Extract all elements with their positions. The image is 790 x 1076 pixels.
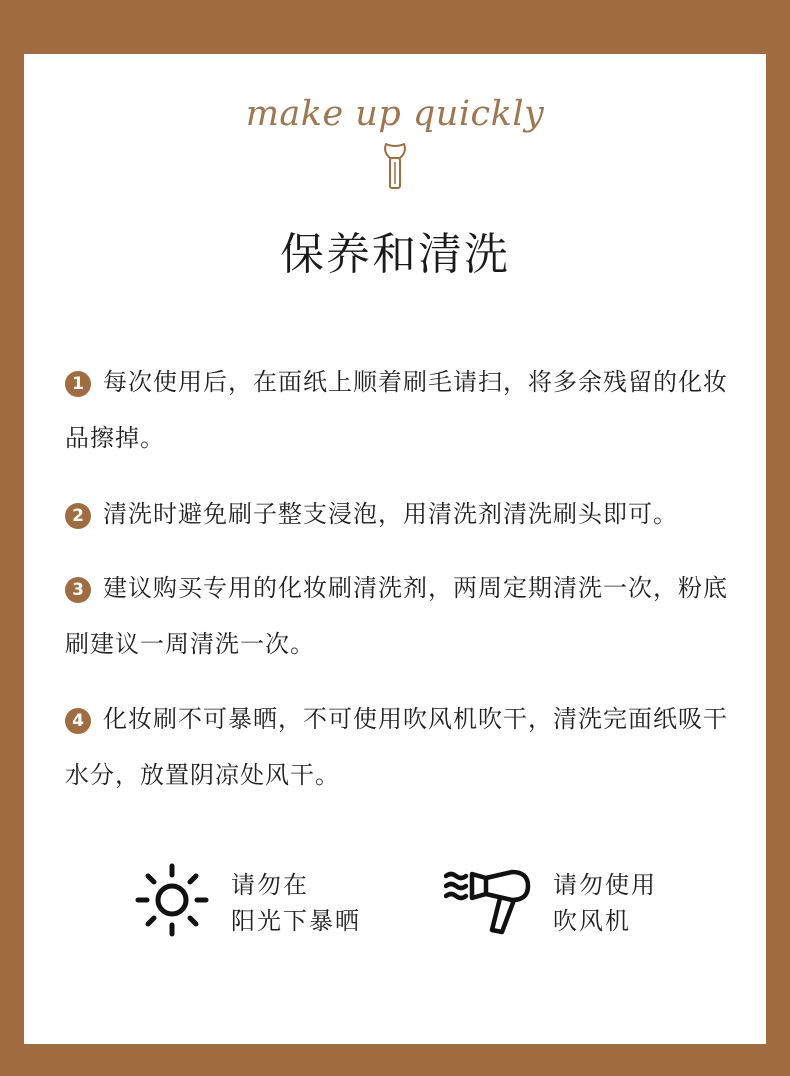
instruction-text: 建议购买专用的化妆刷清洗剂，两周定期清洗一次，粉底刷建议一周清洗一次。 bbox=[65, 574, 728, 658]
step-number-badge: 1 bbox=[65, 371, 91, 397]
sun-notice bbox=[231, 867, 361, 939]
dryer-notice-line1: 请勿使用 bbox=[553, 871, 657, 899]
care-instruction-2 bbox=[65, 486, 735, 542]
step-number-badge: 4 bbox=[65, 708, 91, 734]
brand-tagline: make up quickly bbox=[245, 94, 545, 134]
step-number-badge: 3 bbox=[65, 577, 91, 603]
care-instruction-1 bbox=[65, 354, 735, 466]
instruction-text: 清洗时避免刷子整支浸泡，用清洗剂清洗刷头即可。 bbox=[103, 500, 678, 528]
sun-icon bbox=[134, 862, 210, 938]
page-title: 保养和清洗 bbox=[280, 229, 510, 280]
dryer-notice bbox=[553, 867, 657, 939]
instruction-text: 每次使用后，在面纸上顺着刷毛请扫，将多余残留的化妆品擦掉。 bbox=[65, 368, 728, 452]
instruction-text: 化妆刷不可暴晒，不可使用吹风机吹干，清洗完面纸吸干水分，放置阴凉处风干。 bbox=[65, 705, 728, 789]
step-number-badge: 2 bbox=[65, 503, 91, 529]
care-instruction-4 bbox=[65, 691, 735, 803]
care-instruction-3 bbox=[65, 560, 735, 672]
sun-notice-line1: 请勿在 bbox=[231, 871, 309, 899]
sun-notice-line2: 阳光下暴晒 bbox=[231, 907, 361, 935]
makeup-brush-icon bbox=[380, 142, 410, 190]
dryer-notice-line2: 吹风机 bbox=[553, 907, 631, 935]
care-card bbox=[24, 54, 766, 1044]
hair-dryer-icon bbox=[444, 866, 534, 936]
